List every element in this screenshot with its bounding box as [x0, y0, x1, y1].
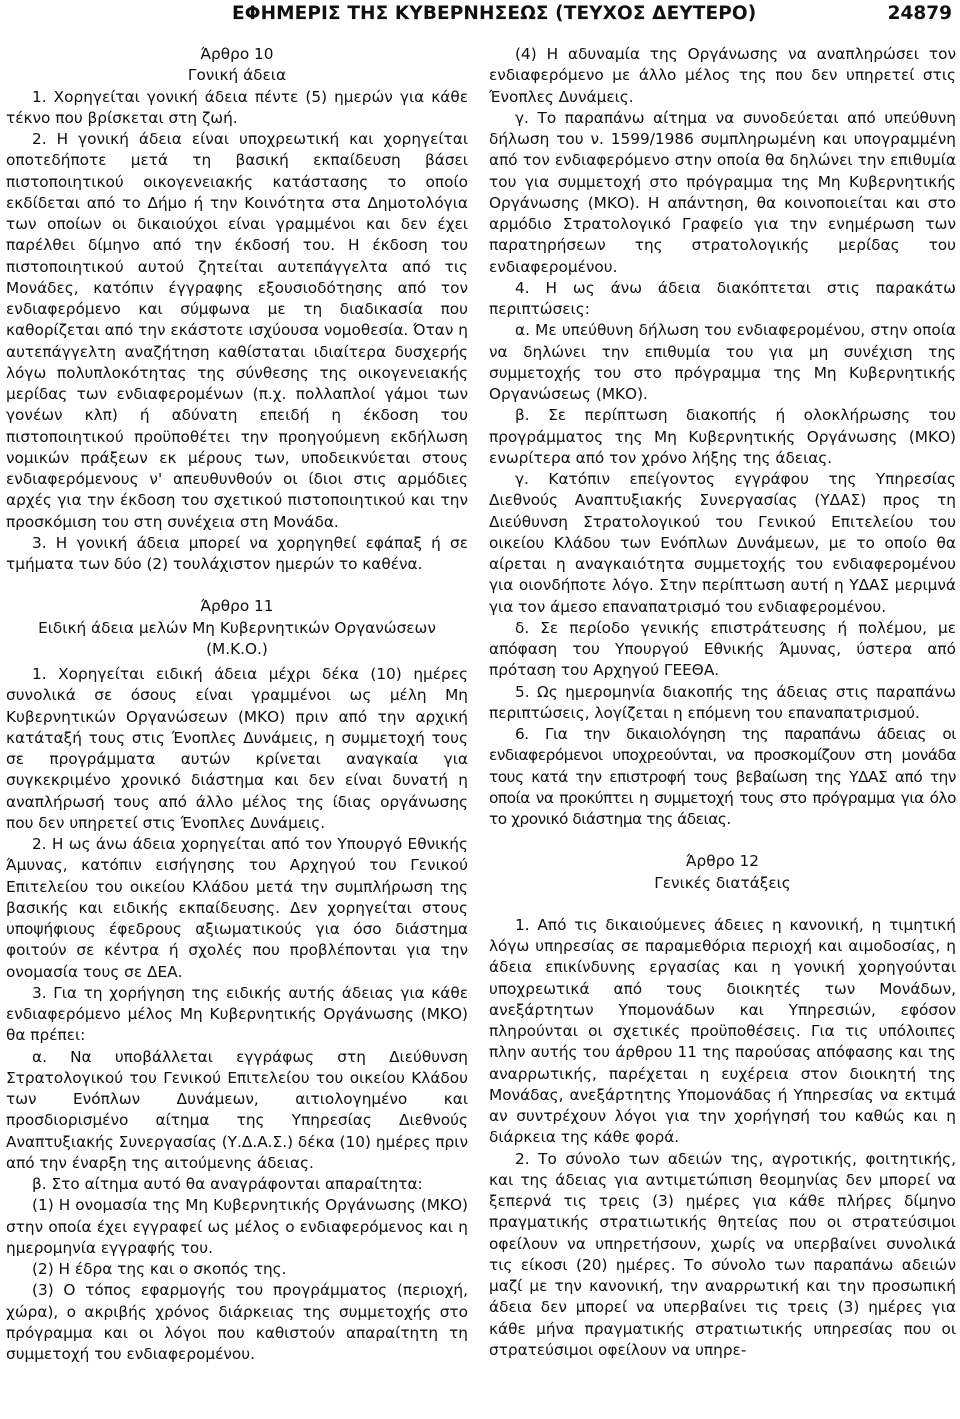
article-12-paragraph-1: 1. Από τις δικαιούμενες άδειες η κανονική, η τιμητική λόγω υπηρεσίας σε παραμεθόρια περιοχή και αιμοδοσίας, η άδεια επικίνδυνης εργασίας και η γονική χορηγούνται υποχρεωτικά από τους διοικητές των Μονάδων, ανεξάρτητων Υπομονάδων και Υπηρεσιών, εφόσον πληρούνται οι σχετικές προϋποθέσεις. Για τις υπόλοιπες πλην αυτής του άρθρου 11 της παρούσας απόφασης και της αναρρωτικής, παρέχεται η ευχέρεια στον διοικητή της Μονάδας, ανεξάρτητης Υπομονάδας ή Υπηρεσίας να εκτιμά αν συντρέχουν λόγοι για την χορήγησή του καθώς και η διάρκεια της κάθε φορά. — [489, 915, 956, 1147]
article-11-item-4d: δ. Σε περίοδο γενικής επιστράτευσης ή πολέμου, με απόφαση του Υπουργού Εθνικής Άμυνας, ύστερα από πρόταση του Αρχηγού ΓΕΕΘΑ. — [489, 618, 956, 680]
article-11-paragraph-2: 2. Η ως άνω άδεια χορηγείται από τον Υπουργό Εθνικής Άμυνας, κατόπιν εισήγησης του Αρχηγού του Γενικού Επιτελείου του οικείου Κλάδου μετά την συμπλήρωση της βασικής και ειδικής εκπαίδευσης. Δεν χορηγείται στους υποψήφιους έφεδρους αξιωματικούς για όσο διάστημα φοιτούν σε κέντρα ή σχολές που προβλέπονται για την ονομασία τους σε ΔΕΑ. — [6, 835, 468, 981]
gazette-title: ΕΦΗΜΕΡΙΣ ΤΗΣ ΚΥΒΕΡΝΗΣΕΩΣ (ΤΕΥΧΟΣ ΔΕΥΤΕΡΟ) — [232, 3, 757, 24]
article-11-paragraph-4: 4. Η ως άνω άδεια διακόπτεται στις παρακάτω περιπτώσεις: — [489, 278, 956, 318]
article-11-item-4b: β. Σε περίπτωση διακοπής ή ολοκλήρωσης του προγράμματος της Μη Κυβερνητικής Οργάνωσης (ΜΚΟ) ενωρίτερα από τον χρόνο λήξης της άδειας. — [489, 406, 956, 467]
article-11-title: Ειδική άδεια μελών Μη Κυβερνητικών Οργανώσεων (Μ.Κ.Ο.) — [38, 618, 436, 658]
article-11-paragraph-1: 1. Χορηγείται ειδική άδεια μέχρι δέκα (10) ημέρες συνολικά σε όσους είναι γραμμένοι ως μέλη Μη Κυβερνητικών Οργανώσεων (ΜΚΟ) πριν από την αρχική κατάταξή τους στις Ένοπλες Δυνάμεις, η συμμετοχή τους σε προγράμματα αυτών κρίνεται αναγκαία για συγκεκριμένο χρονικό διάστημα και δεν είναι δυνατή η αναπλήρωσή τους από άλλο μέλος της ίδιας οργάνωσης που δεν υπηρετεί στις Ένοπλες Δυνάμεις. — [6, 665, 468, 832]
article-11-number: Άρθρο 11 — [200, 597, 274, 616]
article-12-title: Γενικές διατάξεις — [654, 873, 791, 892]
article-10-paragraph-3: 3. Η γονική άδεια μπορεί να χορηγηθεί εφάπαξ ή σε τμήματα των δύο (2) τουλάχιστον ημερών το καθένα. — [6, 533, 468, 573]
article-10-title: Γονική άδεια — [187, 66, 287, 85]
article-11-item-a: α. Να υποβάλλεται εγγράφως στη Διεύθυνση Στρατολογικού του Γενικού Επιτελείου του οικείου Κλάδου των Ενόπλων Δυνάμεων, αιτιολογημένο και προσδιορισμένο αίτημα της Υπηρεσίας Διεθνούς Αναπτυξιακής Συνεργασίας (Υ.Δ.Α.Σ.) δέκα (10) ημέρες πριν από την έναρξη της αιτούμενης άδειας. — [6, 1047, 468, 1172]
article-11-paragraph-5: 5. Ως ημερομηνία διακοπής της άδειας στις παραπάνω περιπτώσεις, λογίζεται η επόμενη του επαναπατρισμού. — [489, 682, 956, 722]
article-12-number: Άρθρο 12 — [685, 852, 760, 871]
article-11-item-b: β. Στο αίτημα αυτό θα αναγράφονται απαραίτητα: — [32, 1175, 423, 1193]
article-11-item-b1: (1) Η ονομασία της Μη Κυβερνητικής Οργάνωσης (ΜΚΟ) στην οποία έχει εγγραφεί ως μέλος ο ενδιαφερόμενος και η ημερομηνία εγγραφής του. — [6, 1196, 468, 1257]
left-column — [6, 44, 468, 1365]
page-number: 24879 — [887, 3, 952, 24]
article-11-paragraph-6: 6. Για την δικαιολόγηση της παραπάνω άδειας οι ενδιαφερόμενοι υποχρεούνται, να προσκομίζουν στη μονάδα τους κατά την επιστροφή τους βεβαίωση της ΥΔΑΣ από την οποία να προκύπτει η συμμετοχή τους στο πρόγραμμα για όλο το χρονικό διάστημα της άδειας. — [489, 725, 956, 828]
article-11-item-b4: (4) Η αδυναμία της Οργάνωσης να αναπληρώσει τον ενδιαφερόμενο με άλλο μέλος της που δεν υπηρετεί στις Ένοπλες Δυνάμεις. — [489, 45, 956, 106]
article-11-paragraph-3: 3. Για τη χορήγηση της ειδικής αυτής άδειας για κάθε ενδιαφερόμενο μέλος Μη Κυβερνητικής Οργάνωσης (ΜΚΟ) θα πρέπει: — [6, 983, 468, 1045]
article-11-item-c: γ. Το παραπάνω αίτημα να συνοδεύεται από υπεύθυνη δήλωση του ν. 1599/1986 συμπληρωμένη και υπογραμμένη από τον ενδιαφερόμενο στην οποία θα δηλώνει την επιθυμία του για συμμετοχή στο πρόγραμμα της Μη Κυβερνητικής Οργάνωσης (ΜΚΟ). Η απάντηση, θα κοινοποιείται και στο αρμόδιο Στρατολογικό Γραφείο για την ενημέρωση των παρατηρήσεων της στρατολογικής μερίδας του ενδιαφερομένου. — [489, 108, 956, 276]
article-10-number: Άρθρο 10 — [200, 45, 274, 63]
page-header — [0, 0, 960, 36]
article-11-item-b3: (3) Ο τόπος εφαρμογής του προγράμματος (περιοχή, χώρα), ο ακριβής χρόνος διάρκειας της συμμετοχής στο πρόγραμμα και οι λόγοι που καθιστούν απαραίτητη τη συμμετοχή του ενδιαφερομένου. — [6, 1281, 468, 1363]
article-10-paragraph-2: 2. Η γονική άδεια είναι υποχρεωτική και χορηγείται οποτεδήποτε μετά τη βασική εκπαίδευση βάσει πιστοποιητικού οικογενειακής κατάστασης το οποίο εκδίδεται από το Δήμο ή την Κοινότητα στα Δημοτολόγια των οποίων οι δικαιούχοι είναι γραμμένοι και δεν έχει παρέλθει δίμηνο από την έκδοσή του. Η έκδοση του πιστοποιητικού αυτού ζητείται αυτεπάγγελτα από τις Μονάδες, κατόπιν έγγραφης εξουσιοδότησης από τον ενδιαφερόμενο και σύμφωνα με τη διαδικασία που καθορίζεται από την εκάστοτε ισχύουσα νομοθεσία. Όταν η αυτεπάγγελτη αναζήτηση καθίσταται ιδιαίτερα δυσχερής λόγω πολυπλοκότητας της σύνθεσης της οικογενειακής μερίδας των ενδιαφερομένων (π.χ. πολλαπλοί γάμοι των γονέων κλπ) ή αδύνατη επειδή η έκδοση του πιστοποιητικού προϋποθέτει την προηγούμενη εκδήλωση νομικών πράξεων εκ μέρους των, υποδεικνύεται στους ενδιαφερόμενους ν' απευθυνθούν οι ίδιοι στις αρμόδιες αρχές για την έκδοση του σχετικού πιστοποιητικού και την προσκόμιση του στη συνέχεια στη Μονάδα. — [6, 130, 468, 531]
article-11-item-4a: α. Με υπεύθυνη δήλωση του ενδιαφερομένου, στην οποία να δηλώνει την επιθυμία του για μη συνέχιση της συμμετοχής του στο πρόγραμμα της Μη Κυβερνητικής Οργανώσεως (ΜΚΟ). — [489, 321, 956, 403]
article-10-paragraph-1: 1. Χορηγείται γονική άδεια πέντε (5) ημερών για κάθε τέκνο που βρίσκεται στη ζωή. — [6, 87, 468, 127]
article-12-paragraph-2: 2. Το σύνολο των αδειών της, αγροτικής, φοιτητικής, και της άδειας για αντιμετώπιση θεομηνίας δεν μπορεί να ξεπερνά τις τρεις (3) ημέρες για κάθε πλήρες δίμηνο πραγματικής στρατιωτικής θητείας που οι στρατεύσιμοι οφείλουν να υπηρετήσουν, χωρίς να υπερβαίνει συνολικά τις είκοσι (20) ημέρες. Το σύνολο των παραπάνω αδειών μαζί με την κανονική, την αναρρωτική και την προσωπική άδεια δεν μπορεί να υπερβαίνει τις τρεις (3) ημέρες για κάθε μήνα πραγματικής στρατιωτικής υπηρεσίας που οι στρατεύσιμοι οφείλουν να υπηρε- — [489, 1149, 956, 1359]
article-11-item-4c: γ. Κατόπιν επείγοντος εγγράφου της Υπηρεσίας Διεθνούς Αναπτυξιακής Συνεργασίας (ΥΔΑΣ) προς τη Διεύθυνση Στρατολογικού του Γενικού Επιτελείου του οικείου Κλάδου των Ενόπλων Δυνάμεων, με το οποίο θα αίρεται η αναγκαιότητα συμμετοχής του ενδιαφερομένου για οιονδήποτε λόγο. Στην περίπτωση αυτή η ΥΔΑΣ μεριμνά για τον άμεσο επαναπατρισμό του ενδιαφερομένου. — [489, 470, 956, 616]
article-11-item-b2: (2) Η έδρα της και ο σκοπός της. — [32, 1260, 287, 1278]
right-column — [489, 44, 956, 1361]
